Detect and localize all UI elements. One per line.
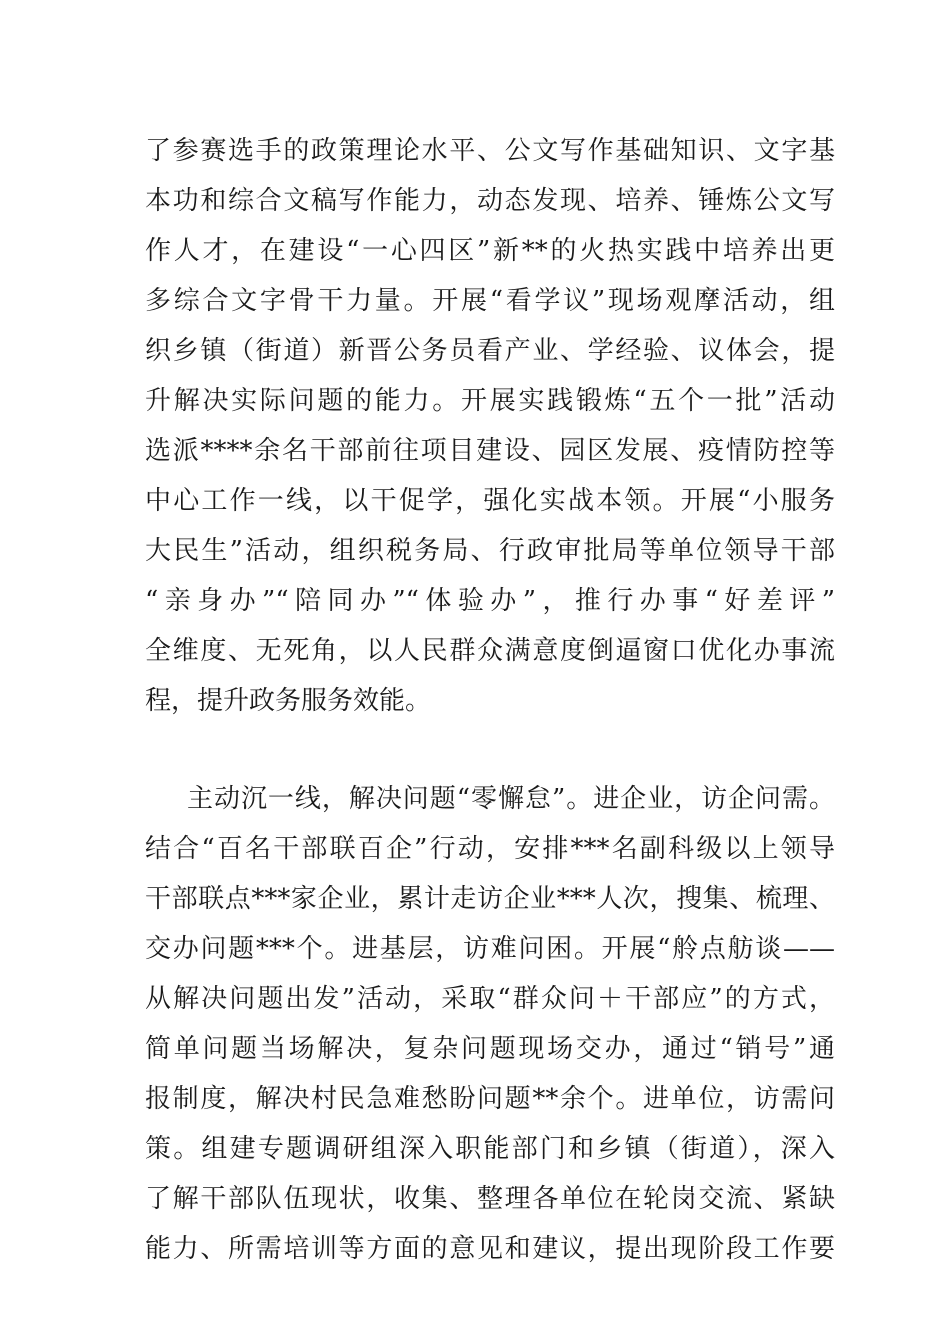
text-line: 多综合文字骨干力量。开展“看学议”现场观摩活动，组 <box>145 286 835 316</box>
document-body <box>145 126 835 1274</box>
text-line: 中心工作一线，以干促学，强化实战本领。开展“小服务 <box>145 486 835 516</box>
text-line: 能力、所需培训等方面的意见和建议，提出现阶段工作要 <box>145 1234 835 1264</box>
text-line: 交办问题***个。进基层，访难问困。开展“舲点舫谈—— <box>145 934 835 964</box>
text-line: “亲身办”“陪同办”“体验办”，推行办事“好差评” <box>145 586 835 616</box>
text-line: 干部联点***家企业，累计走访企业***人次，搜集、梳理、 <box>145 884 835 914</box>
text-line: 大民生”活动，组织税务局、行政审批局等单位领导干部 <box>145 536 835 566</box>
text-line: 主动沉一线，解决问题“零懈怠”。进企业，访企问需。 <box>187 784 835 814</box>
paragraph-gap <box>145 726 835 774</box>
text-line: 了参赛选手的政策理论水平、公文写作基础知识、文字基 <box>145 136 835 166</box>
text-line: 本功和综合文稿写作能力，动态发现、培养、锤炼公文写 <box>145 186 835 216</box>
text-line: 策。组建专题调研组深入职能部门和乡镇（街道），深入 <box>145 1134 835 1164</box>
text-line: 升解决实际问题的能力。开展实践锻炼“五个一批”活动 <box>145 386 835 416</box>
text-line: 简单问题当场解决，复杂问题现场交办，通过“销号”通 <box>145 1034 835 1064</box>
paragraph-1 <box>145 126 835 726</box>
text-line: 结合“百名干部联百企”行动，安排***名副科级以上领导 <box>145 834 835 864</box>
paragraph-2 <box>145 774 835 1274</box>
text-line: 从解决问题出发”活动，采取“群众问＋干部应”的方式， <box>145 984 835 1014</box>
text-line: 作人才，在建设“一心四区”新**的火热实践中培养出更 <box>145 236 835 266</box>
text-line: 选派****余名干部前往项目建设、园区发展、疫情防控等 <box>145 436 835 466</box>
text-line: 报制度，解决村民急难愁盼问题**余个。进单位，访需问 <box>145 1084 835 1114</box>
text-line: 织乡镇（街道）新晋公务员看产业、学经验、议体会，提 <box>145 336 835 366</box>
text-line: 了解干部队伍现状，收集、整理各单位在轮岗交流、紧缺 <box>145 1184 835 1214</box>
text-line: 全维度、无死角，以人民群众满意度倒逼窗口优化办事流 <box>145 636 835 666</box>
text-line: 程，提升政务服务效能。 <box>145 686 432 716</box>
